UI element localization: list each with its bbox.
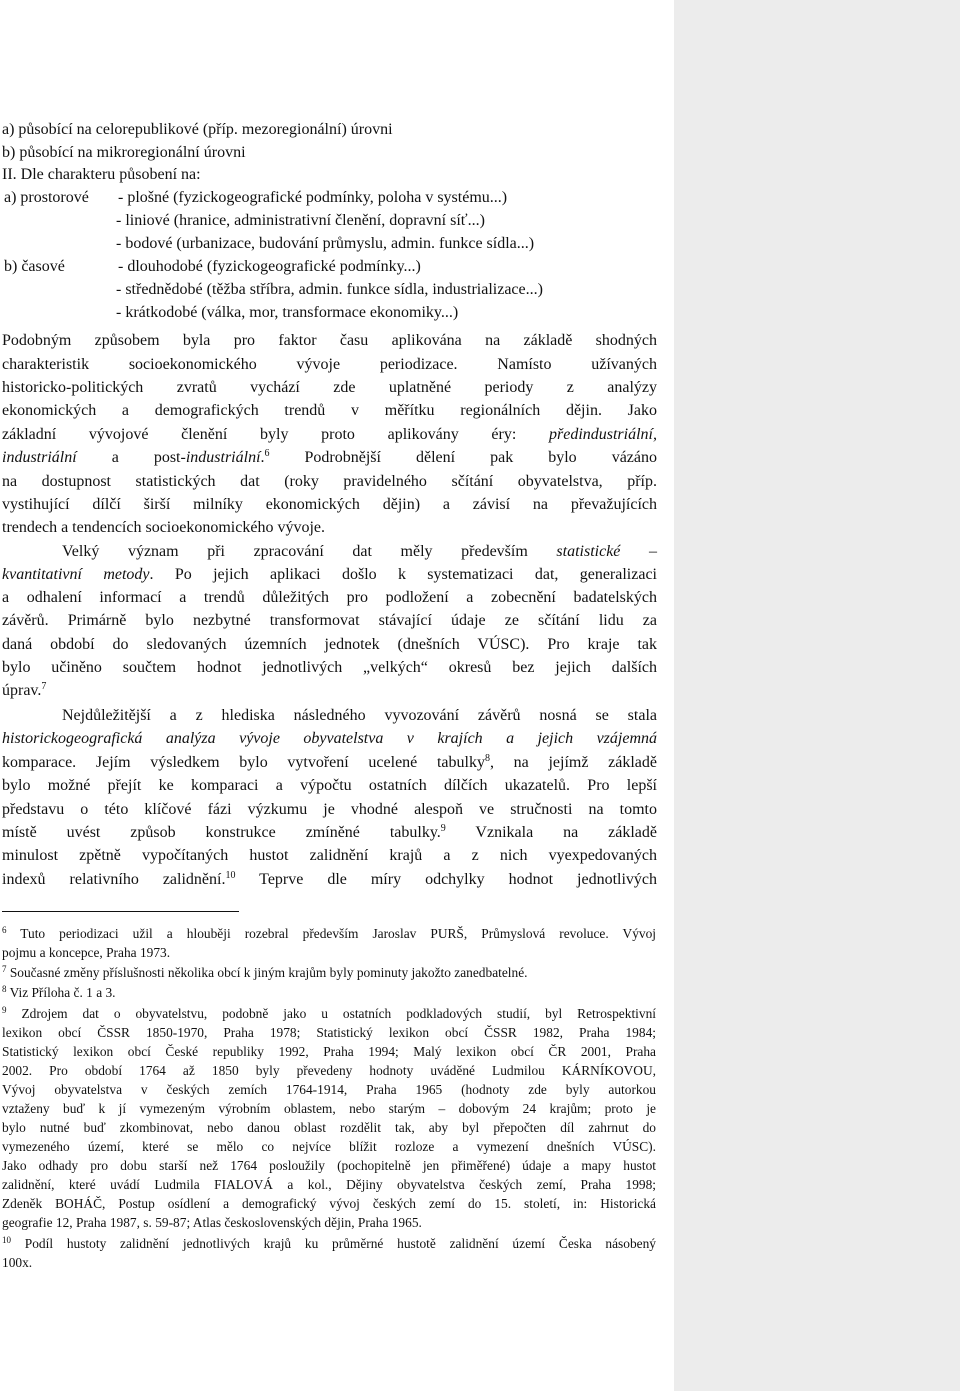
- text-run: Podrobnější dělení pak bylo vázáno: [269, 449, 657, 466]
- footnote-line: vztaženy buď k jí vymezeným výrobním oblastem, nebo starým – dobovým 24 krajům; proto je: [2, 1101, 656, 1116]
- footnote-ref-7[interactable]: 7: [41, 681, 47, 692]
- footnote-number: 10: [2, 1235, 11, 1245]
- paragraph-line: [2, 869, 657, 891]
- footnote-text: Tuto periodizaci užil a hlouběji rozebral především Jaroslav PURŠ, Průmyslová revoluce. Vývoj: [6, 926, 656, 941]
- text-run: .: [260, 449, 265, 466]
- text-run: Teprve dle míry odchylky hodnot jednotlivých: [235, 871, 658, 888]
- paragraph-line: [2, 564, 657, 586]
- footnote-text: Viz Příloha č. 1 a 3.: [6, 985, 116, 1000]
- italic-term: industriální: [185, 449, 261, 466]
- paragraph-line: minulost zpětně vypočítaných hustot zalidnění krajů a z nich vyexpedovaných: [2, 847, 657, 864]
- list-subitem: - dlouhodobé (fyzickogeografické podmínky...): [118, 258, 421, 275]
- paragraph-line: závěrů. Primárně bylo nezbytné transformovat stávající údaje ze sčítání lidu za: [2, 612, 657, 629]
- italic-term: industriální: [2, 449, 77, 466]
- paragraph-line: vystihující dílčí širší milníky ekonomických dějin) a závisí na převažujících: [2, 496, 657, 513]
- footnote-line: Vývoj obyvatelstva v českých zemích 1764-1914, Praha 1965 (hodnoty zde byly autorkou: [2, 1082, 656, 1097]
- text-run: místě uvést způsob konstrukce zmíněné tabulky.: [2, 824, 441, 841]
- text-run: indexů relativního zalidnění.: [2, 871, 226, 888]
- footnote-10: [2, 1234, 656, 1253]
- footnote-ref-9[interactable]: 9: [440, 823, 446, 834]
- list-label-prostorove: a) prostorové: [4, 189, 89, 206]
- paragraph-line: [2, 447, 657, 469]
- footnote-line: Statistický lexikon obcí České republiky 1992, Praha 1994; Malý lexikon obcí ČR 2001, Praha: [2, 1044, 656, 1059]
- list-subitem: - střednědobé (těžba stříbra, admin. funkce sídla, industrializace...): [116, 281, 543, 298]
- footnote-line: lexikon obcí ČSSR 1850-1970, Praha 1978; Statistický lexikon obcí ČSSR 1982, Praha 1984;: [2, 1025, 656, 1040]
- paragraph-line: [62, 541, 657, 563]
- footnote-line: bylo nutné buď zkombinovat, nebo danou oblast rozdělit tak, aby byl přepočten díl zahrnut do: [2, 1120, 656, 1135]
- footnote-line: vymezeného území, které se mělo co nejvíce blížit rozloze a vymezení dnešních VÚSC).: [2, 1139, 656, 1154]
- paragraph-line: trendech a tendencích socioekonomického vývoje.: [2, 519, 325, 536]
- list-subitem: - liniové (hranice, administrativní členění, dopravní síť...): [116, 212, 485, 229]
- paragraph-line: [2, 424, 657, 446]
- paragraph-line: a odhalení informací a trendů důležitých pro podložení a zobecnění badatelských: [2, 589, 657, 606]
- footnote-line: zalidnění, které uvádí Ludmila FIALOVÁ a kol., Dějiny obyvatelstva českých zemí, Praha 1998;: [2, 1177, 656, 1192]
- paragraph-line: Nejdůležitější a z hlediska následného vyvozování závěrů nosná se stala: [62, 707, 657, 724]
- footnote-number: 8: [2, 984, 7, 994]
- paragraph-line: ekonomických a demografických trendů v měřítku regionálních dějin. Jako: [2, 402, 657, 419]
- footnote-ref-10[interactable]: 10: [225, 870, 236, 881]
- list-item-a1: a) působící na celorepublikové (příp. mezoregionální) úrovni: [2, 121, 393, 138]
- paragraph-line: bylo možné přejít ke komparaci a výpočtu ostatních dílčích ukazatelů. Pro lepší: [2, 777, 657, 794]
- paragraph-line: daná období do sledovaných územních jednotek (dnešních VÚSC). Pro kraje tak: [2, 636, 657, 653]
- footnote-ref-8[interactable]: 8: [484, 753, 490, 764]
- paragraph-line: na dostupnost statistických dat (roky pravidelného sčítání obyvatelstva, příp.: [2, 473, 657, 490]
- list-subitem: - bodové (urbanizace, budování průmyslu, admin. funkce sídla...): [116, 235, 535, 252]
- text-run: Vznikala na základě: [445, 824, 657, 841]
- paragraph-line: charakteristik socioekonomického vývoje periodizace. Namísto užívaných: [2, 356, 657, 373]
- footnote-number: 6: [2, 925, 7, 935]
- footnote-line: Zdeněk BOHÁČ, Postup osídlení a demografický vývoj českých zemí do 15. století, in: Historická: [2, 1196, 656, 1211]
- text-run: a post-: [76, 449, 186, 466]
- paragraph-line: [2, 822, 657, 844]
- text-run: . Po jejich aplikaci došlo k systematizaci dat, generalizaci: [149, 566, 657, 583]
- text-run: úprav.: [2, 682, 42, 699]
- text-run: základní vývojové členění byly proto aplikovány éry:: [2, 426, 549, 443]
- italic-term: kvantitativní metody: [2, 566, 150, 583]
- text-run: Velký význam při zpracování dat měly především: [62, 543, 557, 560]
- paragraph-line: Podobným způsobem byla pro faktor času aplikována na základě shodných: [2, 332, 657, 349]
- list-subitem: - krátkodobé (válka, mor, transformace ekonomiky...): [116, 304, 459, 321]
- text-run: komparace. Jejím výsledkem bylo vytvoření ucelené tabulky: [2, 754, 485, 771]
- footnote-text: Současné změny příslušnosti několika obcí k jiným krajům byly pominuty jakožto zanedbatelné.: [6, 965, 528, 980]
- paragraph-line: představu o této klíčové fázi výzkumu je vhodné alespoň ve stručnosti na tomto: [2, 801, 657, 818]
- footnote-text: Podíl hustoty zalidnění jednotlivých krajů ku průměrné hustotě zalidnění území Česka násobený: [11, 1236, 656, 1251]
- paragraph-line: [2, 752, 657, 774]
- footnote-9: [2, 1004, 656, 1023]
- footnote-line: geografie 12, Praha 1987, s. 59-87; Atlas československých dějin, Praha 1965.: [2, 1215, 422, 1230]
- footnote-line: Jako odhady pro dobu starší než 1764 posloužily (pochopitelně jen přiměřené) údaje a mapy hustot: [2, 1158, 656, 1173]
- footnote-6: [2, 924, 656, 943]
- footnote-7: [2, 963, 656, 982]
- paragraph-line: historickogeografická analýza vývoje obyvatelstva v krajích a jejich vzájemná: [2, 730, 657, 747]
- footnote-number: 7: [2, 964, 7, 974]
- gray-side-panel: [674, 0, 960, 1391]
- paragraph-line: historicko-politických zvratů vychází zde uplatněné periody z analýzy: [2, 379, 657, 396]
- list-label-casove: b) časové: [4, 258, 65, 275]
- footnote-line: 2002. Pro období 1764 až 1850 byly převedeny hodnoty uváděné Ludmilou KÁRNÍKOVOU,: [2, 1063, 656, 1078]
- footnote-number: 9: [2, 1005, 7, 1015]
- list-item-b1: b) působící na mikroregionální úrovni: [2, 144, 246, 161]
- italic-term: statistické –: [556, 543, 658, 560]
- list-subitem: - plošné (fyzickogeografické podmínky, poloha v systému...): [118, 189, 508, 206]
- footnote-separator: [2, 911, 239, 912]
- text-run: , na jejímž základě: [489, 754, 658, 771]
- list-heading-ii: II. Dle charakteru působení na:: [2, 166, 201, 183]
- paragraph-line: [2, 680, 657, 702]
- paragraph-line: bylo učiněno součtem hodnot jednotlivých „velkých“ okresů bez jejich dalších: [2, 659, 657, 676]
- footnote-line: pojmu a koncepce, Praha 1973.: [2, 945, 171, 960]
- footnote-text: Zdrojem dat o obyvatelstvu, podobně jako u ostatních podkladových studií, byl Retrospektivní: [6, 1006, 656, 1021]
- footnote-8: [2, 983, 656, 1002]
- italic-term: předindustriální,: [548, 426, 657, 443]
- footnote-line: 100x.: [2, 1255, 33, 1270]
- footnote-ref-6[interactable]: 6: [264, 448, 270, 459]
